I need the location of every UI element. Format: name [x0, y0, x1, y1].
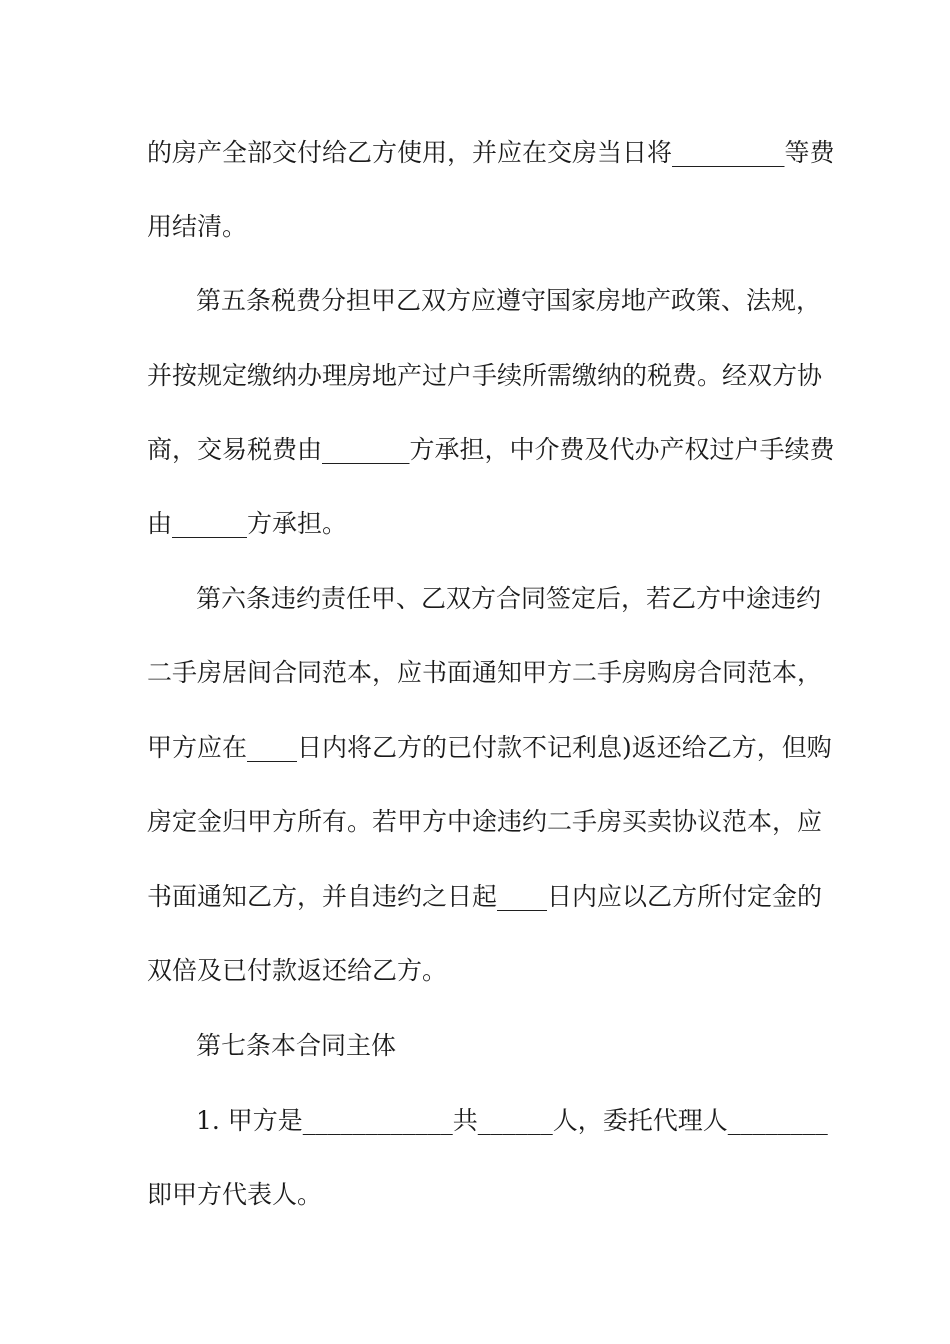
- text-line: 即甲方代表人。: [147, 1180, 323, 1209]
- text-line: 二手房居间合同范本，应书面通知甲方二手房购房合同范本，: [147, 658, 823, 687]
- clause-1: 1. 甲方是____________共______人，委托代理人________: [196, 1106, 828, 1135]
- paragraph-article-7: 第七条本合同主体: [196, 1031, 397, 1060]
- text-line: 的房产全部交付给乙方使用，并应在交房当日将_________等费: [147, 138, 835, 167]
- text-line: 房定金归甲方所有。若甲方中途违约二手房买卖协议范本，应: [147, 807, 823, 836]
- text-line: 并按规定缴纳办理房地产过户手续所需缴纳的税费。经双方协: [147, 361, 823, 390]
- text-line: 甲方应在____日内将乙方的已付款不记利息)返还给乙方，但购: [147, 733, 832, 762]
- paragraph-article-6: 第六条违约责任甲、乙双方合同签定后，若乙方中途违约: [196, 584, 822, 613]
- text-line: 书面通知乙方，并自违约之日起____日内应以乙方所付定金的: [147, 882, 823, 911]
- text-line: 商，交易税费由_______方承担，中介费及代办产权过户手续费: [147, 435, 835, 464]
- text-line: 双倍及已付款返还给乙方。: [147, 956, 448, 985]
- paragraph-article-5: 第五条税费分担甲乙双方应遵守国家房地产政策、法规，: [196, 286, 822, 315]
- text-line: 由______方承担。: [147, 509, 348, 538]
- text-line: 用结清。: [147, 212, 248, 241]
